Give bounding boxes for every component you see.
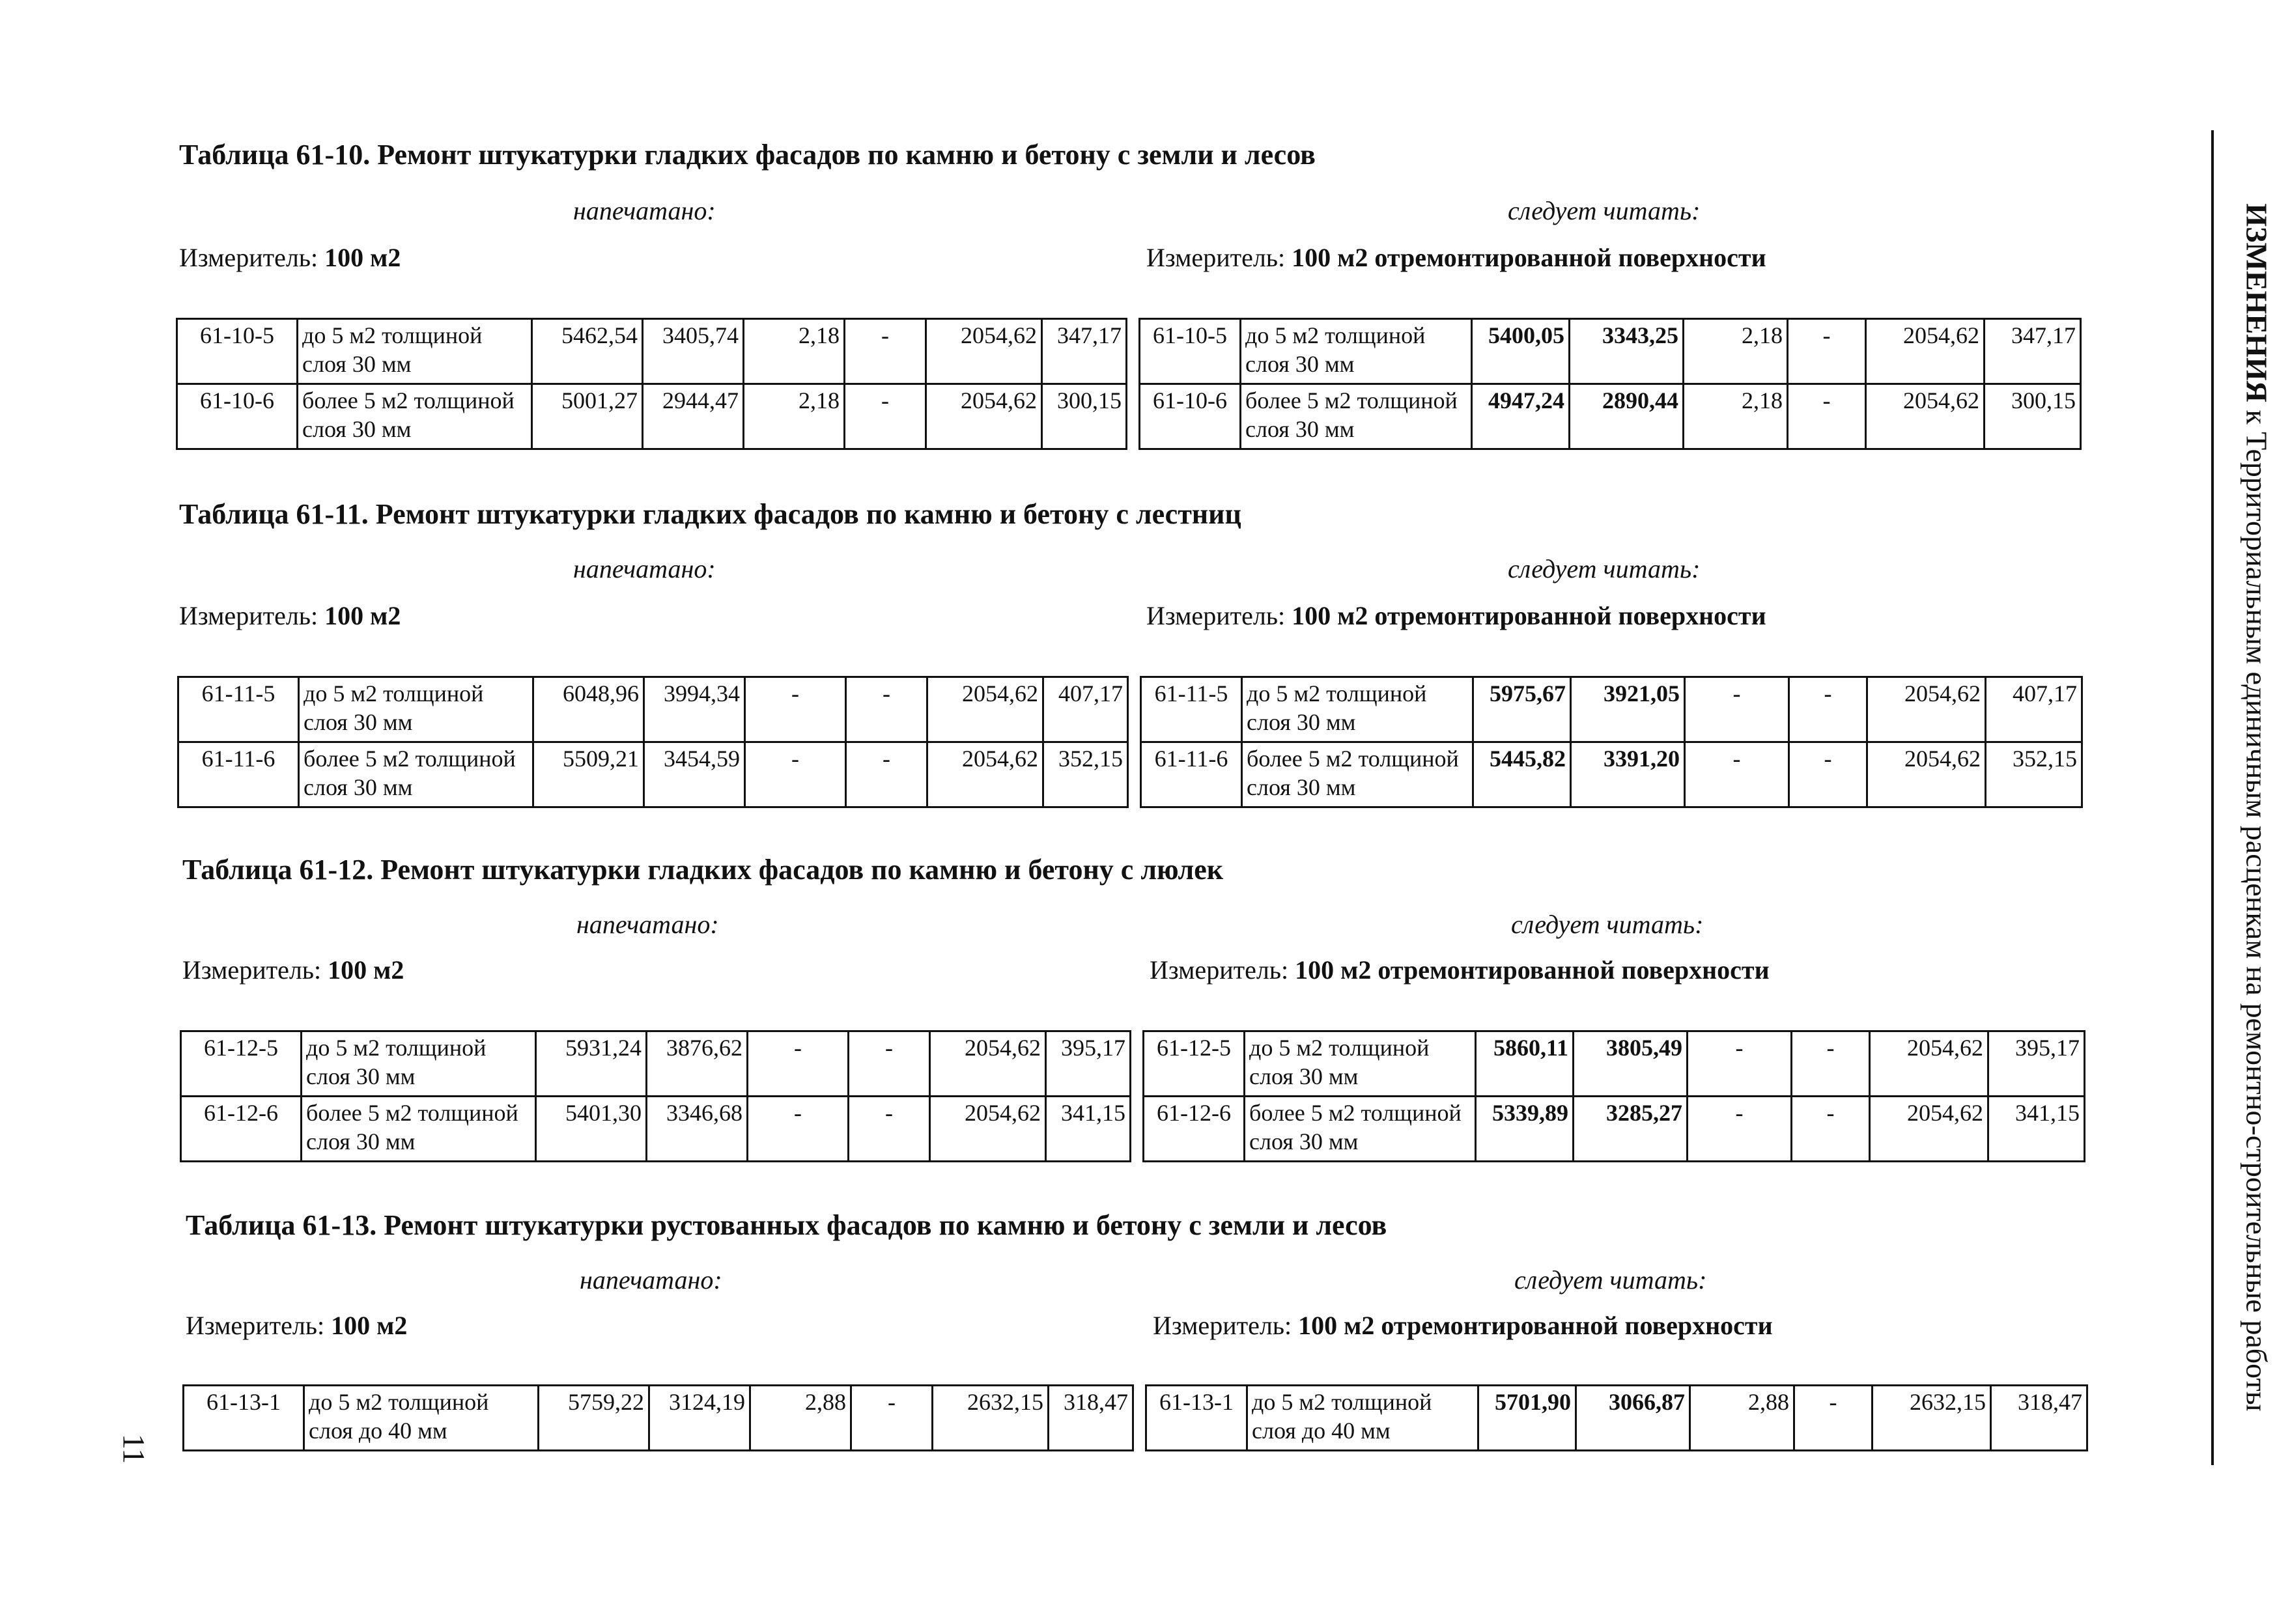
row-description: до 5 м2 толщиной слоя 30 мм (1245, 1031, 1476, 1097)
cell-value: 2,88 (1690, 1386, 1794, 1451)
printed-table (180, 1030, 1131, 1162)
cell-value: 300,15 (1042, 384, 1127, 449)
cell-value: 2054,62 (927, 677, 1043, 742)
cell-value: 5001,27 (532, 384, 643, 449)
cell-value: - (1685, 677, 1789, 742)
unit-left (179, 242, 401, 273)
cell-value: - (1792, 1097, 1870, 1162)
cell-value: 2054,62 (926, 319, 1042, 384)
unit-prefix: Измеритель: (182, 955, 322, 985)
row-code: 61-12-6 (1144, 1097, 1245, 1162)
unit-prefix: Измеритель: (179, 601, 318, 630)
sidebar-title-lead: ИЗМЕНЕНИЯ (2240, 203, 2274, 402)
row-description: до 5 м2 толщиной слоя до 40 мм (304, 1386, 539, 1451)
unit-prefix: Измеритель: (1150, 955, 1289, 985)
cell-value: 3921,05 (1571, 677, 1685, 742)
cell-value: 5509,21 (533, 742, 644, 807)
table-row (1146, 1386, 2087, 1451)
cell-value: 5931,24 (536, 1031, 647, 1097)
cell-value: 318,47 (1991, 1386, 2087, 1451)
corrected-table (1138, 318, 2082, 450)
cell-value: 2890,44 (1570, 384, 1684, 449)
row-description: до 5 м2 толщиной слоя 30 мм (298, 319, 532, 384)
cell-value: 2054,62 (1866, 319, 1985, 384)
cell-value: 3124,19 (649, 1386, 750, 1451)
printed-label: напечатано: (573, 554, 716, 583)
cell-value: 3346,68 (647, 1097, 748, 1162)
row-description: более 5 м2 толщиной слоя 30 мм (1245, 1097, 1476, 1162)
cell-value: 407,17 (1043, 677, 1128, 742)
row-code: 61-10-5 (1140, 319, 1241, 384)
cell-value: - (1792, 1031, 1870, 1097)
cell-value: 5701,90 (1478, 1386, 1576, 1451)
cell-value: 3876,62 (647, 1031, 748, 1097)
row-code: 61-12-6 (181, 1097, 302, 1162)
cell-value: - (1789, 677, 1867, 742)
row-description: до 5 м2 толщиной слоя 30 мм (1242, 677, 1473, 742)
row-description: более 5 м2 толщиной слоя 30 мм (1242, 742, 1473, 807)
row-code: 61-13-1 (1146, 1386, 1247, 1451)
cell-value: 3391,20 (1571, 742, 1685, 807)
cell-value: - (1685, 742, 1789, 807)
unit-value: 100 м2 отремонтированной поверхности (1295, 955, 1770, 985)
cell-value: 5400,05 (1472, 319, 1570, 384)
page-number: 11 (116, 1433, 151, 1464)
corrected-table (1140, 676, 2083, 808)
cell-value: - (1789, 742, 1867, 807)
cell-value: - (1688, 1097, 1792, 1162)
unit-left (182, 955, 404, 985)
cell-value: 3066,87 (1576, 1386, 1690, 1451)
cell-value: 347,17 (1985, 319, 2081, 384)
cell-value: - (1794, 1386, 1873, 1451)
row-code: 61-11-5 (1141, 677, 1242, 742)
cell-value: 341,15 (1988, 1097, 2085, 1162)
table-row (1144, 1031, 2085, 1097)
section-title: Таблица 61-13. Ремонт штукатурки рустованных фасадов по камню и бетону с земли и лесов (186, 1209, 1387, 1241)
cell-value: - (851, 1386, 933, 1451)
corrected-table (1145, 1384, 2088, 1451)
cell-value: - (748, 1031, 849, 1097)
cell-value: 5975,67 (1473, 677, 1571, 742)
row-description: более 5 м2 толщиной слоя 30 мм (298, 384, 532, 449)
cell-value: 2054,62 (1870, 1031, 1988, 1097)
cell-value: 2,88 (750, 1386, 851, 1451)
cell-value: 6048,96 (533, 677, 644, 742)
cell-value: 2,18 (1684, 319, 1788, 384)
row-code: 61-12-5 (1144, 1031, 1245, 1097)
cell-value: 2054,62 (926, 384, 1042, 449)
table-row (1140, 384, 2081, 449)
cell-value: 341,15 (1046, 1097, 1131, 1162)
cell-value: 2054,62 (930, 1097, 1046, 1162)
cell-value: 352,15 (1043, 742, 1128, 807)
row-description: более 5 м2 толщиной слоя 30 мм (299, 742, 533, 807)
row-code: 61-10-6 (1140, 384, 1241, 449)
row-code: 61-11-6 (1141, 742, 1242, 807)
cell-value: 352,15 (1986, 742, 2082, 807)
unit-prefix: Измеритель: (186, 1311, 325, 1340)
unit-value: 100 м2 отремонтированной поверхности (1298, 1311, 1773, 1340)
read-label: следует читать: (1508, 196, 1701, 225)
sidebar-title (2240, 189, 2274, 1426)
cell-value: 2,18 (1684, 384, 1788, 449)
unit-prefix: Измеритель: (1153, 1311, 1292, 1340)
row-code: 61-10-6 (177, 384, 298, 449)
cell-value: 2,18 (744, 319, 845, 384)
row-description: до 5 м2 толщиной слоя до 40 мм (1247, 1386, 1478, 1451)
table-row (181, 1031, 1131, 1097)
row-code: 61-12-5 (181, 1031, 302, 1097)
cell-value: 347,17 (1042, 319, 1127, 384)
cell-value: 2054,62 (1870, 1097, 1988, 1162)
unit-right (1150, 955, 1770, 985)
unit-value: 100 м2 отремонтированной поверхности (1292, 243, 1766, 272)
cell-value: 5860,11 (1476, 1031, 1574, 1097)
vertical-divider-line (2211, 130, 2214, 1465)
unit-prefix: Измеритель: (1146, 601, 1286, 630)
unit-prefix: Измеритель: (179, 243, 318, 272)
table-row (177, 384, 1127, 449)
cell-value: 5759,22 (539, 1386, 649, 1451)
sidebar-title-rest: к Территориальным единичным расценкам на ремонтно-строительные работы (2240, 410, 2274, 1412)
cell-value: 395,17 (1988, 1031, 2085, 1097)
read-label: следует читать: (1508, 554, 1701, 583)
cell-value: 5462,54 (532, 319, 643, 384)
unit-right (1146, 600, 1766, 631)
printed-label: напечатано: (576, 910, 719, 939)
cell-value: 300,15 (1985, 384, 2081, 449)
row-description: до 5 м2 толщиной слоя 30 мм (1241, 319, 1472, 384)
unit-value: 100 м2 (324, 243, 401, 272)
table-row (178, 742, 1128, 807)
cell-value: 2054,62 (1867, 677, 1986, 742)
unit-left (179, 600, 401, 631)
cell-value: 3994,34 (644, 677, 745, 742)
cell-value: - (849, 1097, 930, 1162)
cell-value: 318,47 (1049, 1386, 1133, 1451)
cell-value: - (846, 742, 927, 807)
row-code: 61-10-5 (177, 319, 298, 384)
cell-value: 2944,47 (643, 384, 744, 449)
cell-value: 407,17 (1986, 677, 2082, 742)
table-row (177, 319, 1127, 384)
unit-right (1146, 242, 1766, 273)
cell-value: - (748, 1097, 849, 1162)
cell-value: 5445,82 (1473, 742, 1571, 807)
table-row (1144, 1097, 2085, 1162)
cell-value: 2054,62 (1866, 384, 1985, 449)
row-description: до 5 м2 толщиной слоя 30 мм (299, 677, 533, 742)
printed-table (177, 676, 1129, 808)
section-title: Таблица 61-12. Ремонт штукатурки гладких фасадов по камню и бетону с люлек (182, 854, 1224, 886)
cell-value: 5401,30 (536, 1097, 647, 1162)
cell-value: 3343,25 (1570, 319, 1684, 384)
cell-value: 3285,27 (1574, 1097, 1688, 1162)
table-row (184, 1386, 1133, 1451)
unit-value: 100 м2 (331, 1311, 408, 1340)
cell-value: - (745, 742, 846, 807)
row-description: более 5 м2 толщиной слоя 30 мм (1241, 384, 1472, 449)
cell-value: 2054,62 (1867, 742, 1986, 807)
section-title: Таблица 61-11. Ремонт штукатурки гладких фасадов по камню и бетону с лестниц (179, 498, 1241, 530)
table-row (178, 677, 1128, 742)
printed-label: напечатано: (580, 1265, 722, 1295)
cell-value: - (845, 319, 926, 384)
cell-value: - (846, 677, 927, 742)
cell-value: 2054,62 (930, 1031, 1046, 1097)
unit-prefix: Измеритель: (1146, 243, 1286, 272)
unit-value: 100 м2 отремонтированной поверхности (1292, 601, 1766, 630)
unit-right (1153, 1310, 1773, 1341)
cell-value: - (845, 384, 926, 449)
unit-value: 100 м2 (328, 955, 404, 985)
section-title: Таблица 61-10. Ремонт штукатурки гладких фасадов по камню и бетону с земли и лесов (179, 139, 1316, 171)
row-description: до 5 м2 толщиной слоя 30 мм (302, 1031, 536, 1097)
printed-table (176, 318, 1127, 450)
row-code: 61-11-6 (178, 742, 299, 807)
corrected-table (1142, 1030, 2085, 1162)
table-row (1141, 677, 2082, 742)
printed-label: напечатано: (573, 196, 716, 225)
cell-value: - (1688, 1031, 1792, 1097)
printed-table (182, 1384, 1134, 1451)
cell-value: 4947,24 (1472, 384, 1570, 449)
row-code: 61-13-1 (184, 1386, 304, 1451)
cell-value: 5339,89 (1476, 1097, 1574, 1162)
table-row (1140, 319, 2081, 384)
cell-value: 2054,62 (927, 742, 1043, 807)
cell-value: - (745, 677, 846, 742)
unit-left (186, 1310, 407, 1341)
row-code: 61-11-5 (178, 677, 299, 742)
table-row (1141, 742, 2082, 807)
cell-value: - (1788, 319, 1866, 384)
cell-value: 3405,74 (643, 319, 744, 384)
row-description: более 5 м2 толщиной слоя 30 мм (302, 1097, 536, 1162)
cell-value: 3805,49 (1574, 1031, 1688, 1097)
table-row (181, 1097, 1131, 1162)
cell-value: 2632,15 (1873, 1386, 1991, 1451)
read-label: следует читать: (1511, 910, 1704, 939)
cell-value: 3454,59 (644, 742, 745, 807)
read-label: следует читать: (1514, 1265, 1707, 1295)
cell-value: 2632,15 (933, 1386, 1049, 1451)
cell-value: 2,18 (744, 384, 845, 449)
cell-value: - (1788, 384, 1866, 449)
unit-value: 100 м2 (324, 601, 401, 630)
cell-value: 395,17 (1046, 1031, 1131, 1097)
cell-value: - (849, 1031, 930, 1097)
